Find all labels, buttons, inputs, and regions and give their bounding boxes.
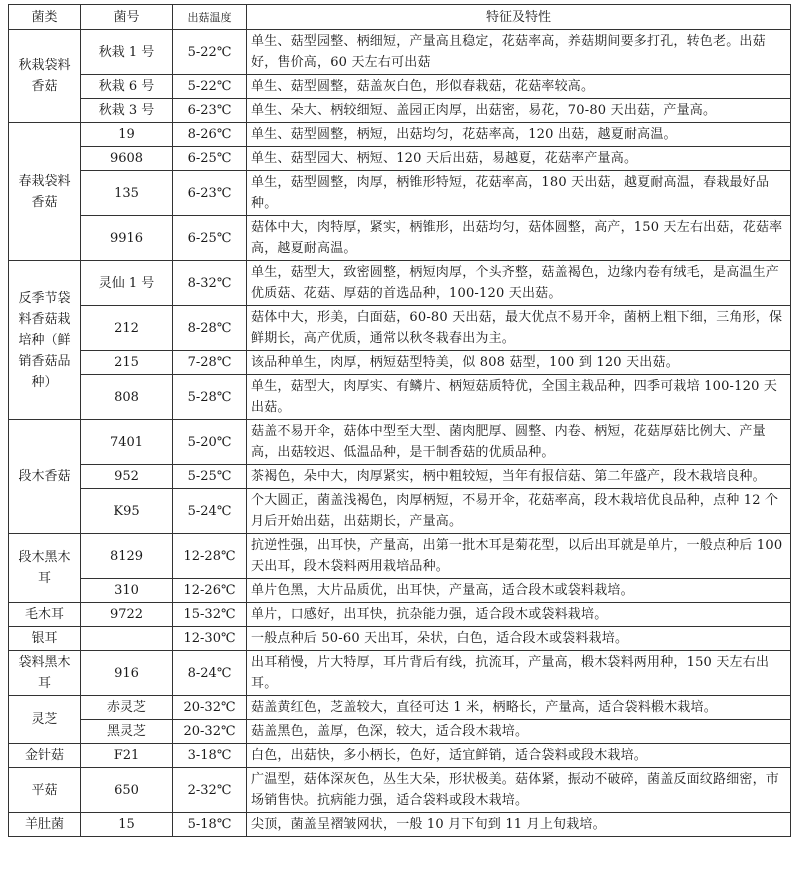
code-cell: 310: [81, 579, 173, 603]
temperature-cell: 12-28℃: [173, 534, 247, 579]
table-row: [9, 813, 791, 837]
category-cell: 段木黑木耳: [9, 534, 81, 603]
table-row: [9, 123, 791, 147]
temperature-cell: 3-18℃: [173, 744, 247, 768]
code-cell: 9608: [81, 147, 173, 171]
code-cell: 135: [81, 171, 173, 216]
code-cell: F21: [81, 744, 173, 768]
features-cell: 单生、菇型圆整，菇盖灰白色，形似春栽菇，花菇率较高。: [247, 75, 791, 99]
features-cell: 菇体中大，形美，白面菇，60-80 天出菇，最大优点不易开伞，菌柄上粗下细，三角形，保鲜期长，高产优质，通常以秋冬栽春出为主。: [247, 306, 791, 351]
features-cell: 单生，菇型大，致密圆整，柄短肉厚，个头齐整，菇盖褐色，边缘内卷有绒毛，是高温生产优质菇、花菇、厚菇的首选品种，100-120 天出菇。: [247, 261, 791, 306]
table-row: [9, 651, 791, 696]
code-cell: 7401: [81, 420, 173, 465]
code-cell: 秋栽 6 号: [81, 75, 173, 99]
category-cell: 灵芝: [9, 696, 81, 744]
code-cell: 808: [81, 375, 173, 420]
category-cell: 袋料黑木耳: [9, 651, 81, 696]
temperature-cell: 7-28℃: [173, 351, 247, 375]
category-cell: 羊肚菌: [9, 813, 81, 837]
table-header: [9, 5, 791, 30]
table-row: [9, 720, 791, 744]
code-cell: 灵仙 1 号: [81, 261, 173, 306]
table-row: [9, 306, 791, 351]
table-row: [9, 99, 791, 123]
table-row: [9, 147, 791, 171]
temperature-cell: 5-28℃: [173, 375, 247, 420]
temperature-cell: 15-32℃: [173, 603, 247, 627]
code-cell: 916: [81, 651, 173, 696]
features-cell: 单生、朵大、柄较细短、盖园正肉厚，出菇密，易花，70-80 天出菇，产量高。: [247, 99, 791, 123]
mushroom-variety-table: [8, 4, 791, 837]
code-cell: 650: [81, 768, 173, 813]
table-row: [9, 75, 791, 99]
temperature-cell: 5-18℃: [173, 813, 247, 837]
code-cell: 15: [81, 813, 173, 837]
temperature-cell: 8-32℃: [173, 261, 247, 306]
features-cell: 个大圆正，菌盖浅褐色，肉厚柄短，不易开伞，花菇率高，段木栽培优良品种，点种 12 个月后开始出菇，出菇期长，产量高。: [247, 489, 791, 534]
code-cell: [81, 627, 173, 651]
temperature-cell: 8-24℃: [173, 651, 247, 696]
table-row: [9, 603, 791, 627]
table-row: [9, 696, 791, 720]
features-cell: 单生、菇型园整、柄细短，产量高且稳定，花菇率高，养菇期间要多打孔，转色老。出菇好，售价高，60 天左右可出菇: [247, 30, 791, 75]
temperature-cell: 6-23℃: [173, 99, 247, 123]
table-row: [9, 489, 791, 534]
features-cell: 单生、菇型园大、柄短、120 天后出菇，易越夏，花菇率产量高。: [247, 147, 791, 171]
features-cell: 出耳稍慢，片大特厚，耳片背后有线，抗流耳，产量高，椴木袋料两用种，150 天左右出耳。: [247, 651, 791, 696]
features-cell: 菇盖黑色，盖厚，色深，较大，适合段木栽培。: [247, 720, 791, 744]
features-cell: 广温型，菇体深灰色，丛生大朵，形状极美。菇体紧，振动不破碎，菌盖反面纹路细密，市场销售快。抗病能力强，适合袋料或段木栽培。: [247, 768, 791, 813]
temperature-cell: 5-24℃: [173, 489, 247, 534]
header-code: 菌号: [81, 5, 173, 30]
temperature-cell: 6-25℃: [173, 147, 247, 171]
features-cell: 茶褐色，朵中大，肉厚紧实，柄中粗较短，当年有报信菇、第二年盛产，段木栽培良种。: [247, 465, 791, 489]
header-features: 特征及特性: [247, 5, 791, 30]
code-cell: 19: [81, 123, 173, 147]
features-cell: 单片色黑，大片品质优，出耳快，产量高，适合段木或袋料栽培。: [247, 579, 791, 603]
features-cell: 一般点种后 50-60 天出耳，朵状，白色，适合段木或袋料栽培。: [247, 627, 791, 651]
temperature-cell: 8-26℃: [173, 123, 247, 147]
code-cell: 212: [81, 306, 173, 351]
table-row: [9, 375, 791, 420]
category-cell: 金针菇: [9, 744, 81, 768]
category-cell: 平菇: [9, 768, 81, 813]
features-cell: 单片，口感好，出耳快，抗杂能力强，适合段木或袋料栽培。: [247, 603, 791, 627]
features-cell: 尖顶，菌盖呈褶皱网状，一般 10 月下旬到 11 月上旬栽培。: [247, 813, 791, 837]
temperature-cell: 2-32℃: [173, 768, 247, 813]
code-cell: 9722: [81, 603, 173, 627]
temperature-cell: 12-30℃: [173, 627, 247, 651]
category-cell: 反季节袋料香菇栽培种（鲜销香菇品种）: [9, 261, 81, 420]
features-cell: 菇体中大，肉特厚，紧实，柄锥形，出菇均匀，菇体圆整，高产，150 天左右出菇，花菇率高，越夏耐高温。: [247, 216, 791, 261]
category-cell: 段木香菇: [9, 420, 81, 534]
table-row: [9, 579, 791, 603]
code-cell: 952: [81, 465, 173, 489]
category-cell: 秋栽袋料香菇: [9, 30, 81, 123]
code-cell: 8129: [81, 534, 173, 579]
table-row: [9, 768, 791, 813]
category-cell: 春栽袋料香菇: [9, 123, 81, 261]
table-row: [9, 744, 791, 768]
code-cell: 赤灵芝: [81, 696, 173, 720]
code-cell: 215: [81, 351, 173, 375]
features-cell: 菇盖黄红色，芝盖较大，直径可达 1 米，柄略长，产量高，适合袋料椴木栽培。: [247, 696, 791, 720]
code-cell: 秋栽 1 号: [81, 30, 173, 75]
category-cell: 银耳: [9, 627, 81, 651]
temperature-cell: 8-28℃: [173, 306, 247, 351]
code-cell: 秋栽 3 号: [81, 99, 173, 123]
temperature-cell: 6-25℃: [173, 216, 247, 261]
header-category: 菌类: [9, 5, 81, 30]
table-row: [9, 627, 791, 651]
table-row: [9, 216, 791, 261]
features-cell: 白色，出菇快，多小柄长，色好，适宜鲜销，适合袋料或段木栽培。: [247, 744, 791, 768]
temperature-cell: 6-23℃: [173, 171, 247, 216]
features-cell: 抗逆性强，出耳快，产量高，出第一批木耳是菊花型，以后出耳就是单片，一般点种后 100 天出耳，段木袋料两用栽培品种。: [247, 534, 791, 579]
features-cell: 该品种单生，肉厚，柄短菇型特美，似 808 菇型，100 到 120 天出菇。: [247, 351, 791, 375]
temperature-cell: 5-20℃: [173, 420, 247, 465]
category-cell: 毛木耳: [9, 603, 81, 627]
temperature-cell: 5-22℃: [173, 30, 247, 75]
temperature-cell: 20-32℃: [173, 696, 247, 720]
features-cell: 单生，菇型圆整，肉厚，柄锥形特短，花菇率高，180 天出菇，越夏耐高温，春栽最好品种。: [247, 171, 791, 216]
temperature-cell: 5-25℃: [173, 465, 247, 489]
table-row: [9, 534, 791, 579]
header-row: [9, 5, 791, 30]
features-cell: 菇盖不易开伞，菇体中型至大型、菌肉肥厚、圆整、内卷、柄短，花菇厚菇比例大、产量高，出菇较迟、低温品种，是干制香菇的优质品种。: [247, 420, 791, 465]
features-cell: 单生，菇型大，肉厚实、有鳞片、柄短菇质特优，全国主栽品种，四季可栽培 100-120 天出菇。: [247, 375, 791, 420]
table-row: [9, 420, 791, 465]
features-cell: 单生、菇型圆整，柄短，出菇均匀，花菇率高，120 出菇，越夏耐高温。: [247, 123, 791, 147]
table-row: [9, 465, 791, 489]
table-row: [9, 351, 791, 375]
code-cell: K95: [81, 489, 173, 534]
table-row: [9, 261, 791, 306]
temperature-cell: 20-32℃: [173, 720, 247, 744]
table-row: [9, 30, 791, 75]
table-row: [9, 171, 791, 216]
code-cell: 黑灵芝: [81, 720, 173, 744]
temperature-cell: 5-22℃: [173, 75, 247, 99]
code-cell: 9916: [81, 216, 173, 261]
temperature-cell: 12-26℃: [173, 579, 247, 603]
header-temperature: 出菇温度: [173, 5, 247, 30]
table-body: [9, 30, 791, 837]
